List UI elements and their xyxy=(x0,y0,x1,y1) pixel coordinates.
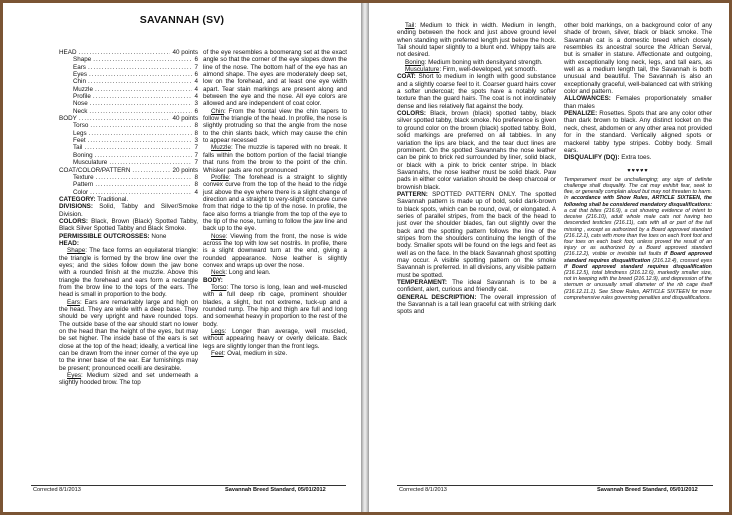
points-value: 20 points xyxy=(172,166,198,174)
points-value: 7 xyxy=(194,63,198,71)
dot-leader xyxy=(79,49,171,56)
points-label: Feet xyxy=(73,137,86,145)
points-row xyxy=(59,64,198,71)
points-label: Legs xyxy=(73,129,87,137)
points-label: Muzzle xyxy=(73,85,93,93)
points-row xyxy=(59,49,198,56)
points-label: Chin xyxy=(73,78,86,86)
chin-paragraph: Chin: From the frontal view the chin tapers to follow the triangle of the head. In profile, the nose is slightly protruding so that the angle from the nose to the chin slants back, which may cause the chin to appear recessed xyxy=(203,107,347,145)
general-description-continued: other bold markings, on a background color of any shade of brown, silver, black or black smoke. The Savannah cat is a domestic breed which closely resembles its ancestral source the African Serval, but is smaller in stature. Affectionate and outgoing, with exceptionally long neck, legs, and tall ears, as well as a medium length tail, the Savannah is both unusual and beautiful. The Savannah is also an exceptionally graceful, well-balanced cat with striking color and pattern. xyxy=(564,22,712,96)
points-row xyxy=(59,108,198,115)
eyes-paragraph: Eyes: Medium sized and set underneath a slightly hooded brow. The top xyxy=(59,372,198,387)
right-column-2 xyxy=(564,22,712,301)
dot-leader xyxy=(88,137,193,144)
points-row xyxy=(59,137,198,144)
points-row xyxy=(59,152,198,159)
dot-leader xyxy=(79,115,171,122)
dot-leader xyxy=(89,71,192,78)
points-label: Neck xyxy=(73,107,88,115)
points-value: 40 points xyxy=(172,115,198,123)
body-heading: BODY: xyxy=(203,276,223,284)
page-title: SAVANNAH (SV) xyxy=(139,14,225,26)
coat-paragraph: COAT: Short to medium in length with good substance and a slightly coarse feel to it. Coarser guard hairs cover a softer undercoat; the spots have a notably softer texture than the guard hairs. The coat is not inordinately dense and lies relatively flat against the body. xyxy=(397,73,556,110)
dot-leader xyxy=(93,93,193,100)
points-value: 7 xyxy=(194,159,198,167)
points-value: 8 xyxy=(194,129,198,137)
points-label: COAT/COLOR/PATTERN xyxy=(59,166,131,174)
points-label: Torso xyxy=(73,122,89,130)
outcrosses-paragraph: PERMISSIBLE OUTCROSSES: None xyxy=(59,232,167,240)
points-label: HEAD xyxy=(59,49,77,56)
dot-leader xyxy=(90,100,193,107)
feet-paragraph: Feet: Oval, medium in size. xyxy=(211,350,288,358)
dot-leader xyxy=(84,144,192,151)
points-row xyxy=(59,56,198,63)
points-value: 4 xyxy=(194,188,198,196)
footer-standard: Savannah Breed Standard, 05/01/2012 xyxy=(597,487,698,493)
allowances-paragraph: ALLOWANCES: Females proportionately smaller than males xyxy=(564,95,712,110)
temperament-paragraph: TEMPERAMENT: The ideal Savannah is to be a confident, alert, curious and friendly cat. xyxy=(397,279,556,294)
points-row xyxy=(59,174,198,181)
points-row xyxy=(59,167,198,174)
dot-leader xyxy=(93,56,192,63)
colors-paragraph: COLORS: Black, Brown (Black) Spotted Tabby, Black Silver Spotted Tabby and Black Smoke. xyxy=(59,217,198,233)
footer-standard: Savannah Breed Standard, 05/01/2012 xyxy=(225,487,326,493)
left-column-1 xyxy=(59,49,198,387)
muzzle-paragraph: Muzzle: The muzzle is tapered with no break. It falls within the bottom portion of the facial triangle that runs from the brow to the point of the chin. Whisker pads are not pronounced xyxy=(203,144,347,174)
dot-leader xyxy=(95,181,192,188)
dot-leader xyxy=(96,174,193,181)
right-column-1 xyxy=(397,22,556,316)
points-value: 8 xyxy=(194,173,198,181)
points-label: Tail xyxy=(73,144,83,152)
general-description-paragraph: GENERAL DESCRIPTION: The overall impression of the Savannah is a tall lean graceful cat with striking dark spots and xyxy=(397,293,556,316)
points-label: Profile xyxy=(73,93,91,101)
profile-paragraph: Profile: The forehead is a straight to slightly convex curve from the top of the head to the ridge just above the eye where there is a slight change of direction and a straight to very-slight concave curve from that ridge to the tip of the nose. In profile, the face also forms a triangle from the top of the eye to the tip of the nose, turning to follow the jaw line and back up to the eye. xyxy=(203,173,347,233)
left-column-2 xyxy=(203,49,347,357)
points-row xyxy=(59,144,198,151)
legs-paragraph: Legs: Longer than average, well muscled, without appearing heavy or overly delicate. Back legs are slightly longer than the front legs. xyxy=(203,328,347,350)
dot-leader xyxy=(90,122,192,129)
points-label: Shape xyxy=(73,56,92,64)
points-value: 3 xyxy=(194,137,198,145)
points-label: Pattern xyxy=(73,181,94,189)
points-label: Nose xyxy=(73,100,88,108)
dot-leader xyxy=(95,152,193,159)
pattern-paragraph: PATTERN: SPOTTED PATTERN ONLY. The spotted Savannah pattern is made up of bold, solid dark-brown to black spots, which can be round, oval, or elongated. A series of parallel stripes, from the back of the head to just over the shoulder blades, fan out slightly over the back and the spotting pattern follows the line of the stripes from the shoulders continuing the length of the body. Smaller spots will be found on the legs and feet as well as on the face. In the black Savannah ghost spotting may occur. A visible spotting pattern on the smoke Savannah is preferred. In all divisions, any visible pattern must be spotted. xyxy=(397,190,556,279)
disqualify-paragraph: DISQUALIFY (DQ): Extra toes. xyxy=(564,154,652,162)
points-value: 3 xyxy=(194,100,198,108)
dot-leader xyxy=(109,159,192,166)
neck-paragraph: Neck: Long and lean. xyxy=(211,269,271,277)
points-value: 40 points xyxy=(172,49,198,56)
ears-paragraph: Ears: Ears are remarkably large and high on the head. They are wide with a deep base. They should be very upright and have rounded tops. The outside base of the ear should start no lower on the head than the height of the eyes, but may be set higher. The inside base of the ears is set close at the top of the head; ideally, a vertical line can be drawn from the inner corner of the eye up to the inner base of the ear. Ear furnishings may be present; pronounced ocelli are desirable. xyxy=(59,298,198,372)
musculature-paragraph: Musculature: Firm, well-developed, yet smooth. xyxy=(405,66,537,74)
eyes-continued: of the eye resembles a boomerang set at the exact angle so that the corner of the eye slopes down the line of the nose. The bottom half of the eye has an almond shape. The eyes are moderately deep set, low on the forehead, and at least one eye width apart. Tear stain markings are present along and between the eye and the nose. All eye colors are allowed and are independent of coat color. xyxy=(203,49,347,108)
points-row xyxy=(59,86,198,93)
book-gutter xyxy=(361,3,369,512)
points-label: Eyes xyxy=(73,71,87,79)
footer-rule xyxy=(397,485,713,486)
points-row xyxy=(59,130,198,137)
points-row xyxy=(59,100,198,107)
points-value: 4 xyxy=(194,78,198,86)
points-value: 8 xyxy=(194,181,198,189)
points-row xyxy=(59,189,198,196)
points-row xyxy=(59,71,198,78)
points-label: Texture xyxy=(73,173,94,181)
points-value: 8 xyxy=(194,122,198,130)
heart-separator-icon: ♥♥♥♥♥ xyxy=(627,167,649,174)
points-label: Color xyxy=(73,188,89,196)
points-value: 6 xyxy=(194,56,198,64)
left-page xyxy=(3,3,361,512)
footer-corrected: Corrected 8/1/2013 xyxy=(33,487,81,493)
points-row xyxy=(59,181,198,188)
points-value: 7 xyxy=(194,151,198,159)
boning-paragraph: Boning: Medium boning with densityand strength. xyxy=(405,58,543,66)
dot-leader xyxy=(89,130,193,137)
points-row xyxy=(59,122,198,129)
head-heading: HEAD: xyxy=(59,239,79,247)
disqualification-notice: Temperament must be unchallenging; any sign of definite challenge shall disqualify. The cat may exhibit fear, seek to flee, or generally complain aloud but may not threaten to harm. In accordance with Show Rules, ARTICLE SIXTEEN, the following shall be considered mandatory disqualifications: a cat that bites (216.9), a cat showing evidence of intent to deceive (216.10), adult whole male cats not having two descended testicles (216.11), cats with all or part of the tail missing , except as authorized by a Board approved standard (216.12.1), cats with more than five toes on each front foot and four toes on each back foot, unless proved the result of an injury or as authorized by a Board approved standard (216.12.2), visible or invisible tail faults if Board approved standard requires disqualification (216.12.4), crossed eyes if Board approved standard requires disqualification (216.12.5), total blindness (216.12.6), markedly smaller size, not in keeping with the breed (216.12.9), and depression of the sternum or unusually small diameter of the rib cage itself (216.12.11.1). See Show Rules, ARTICLE SIXTEEN for more comprehensive rules governing penalties and disqualifications. xyxy=(564,176,713,301)
torso-paragraph: Torso: The torso is long, lean and well-muscled with a full deep rib cage, prominent shoulder blades, a slight, but not extreme, tuck-up and a rounded rump. The hip and thigh are full and long and somewhat heavy in proportion to the rest of the body. xyxy=(203,284,347,328)
points-label: Musculature xyxy=(73,159,108,167)
divisions-paragraph: DIVISIONS: Solid, Tabby and Silver/Smoke Division. xyxy=(59,203,198,218)
nose-paragraph: Nose: Viewing from the front, the nose is wide across the top with low set nostrils. In profile, there is a slight downward turn at the end, giving a rounded appearance. Nose leather is slightly convex and wraps up over the nose. xyxy=(203,232,347,269)
points-label: BODY xyxy=(59,115,77,123)
points-value: 7 xyxy=(194,144,198,152)
tail-paragraph: Tail: Medium to thick in width. Medium in length, ending between the hock and just above ground level when standing with preferred length just below the hock. Tail should taper slightly to a blunt end. Whippy tails are not desired. xyxy=(397,22,556,59)
footer-rule xyxy=(31,485,346,486)
points-label: Boning xyxy=(73,151,93,159)
dot-leader xyxy=(88,64,193,71)
dot-leader xyxy=(90,189,192,196)
dot-leader xyxy=(132,167,170,174)
points-value: 4 xyxy=(194,85,198,93)
footer-corrected: Corrected 8/1/2013 xyxy=(399,487,447,493)
colors-paragraph-right: COLORS: Black, brown (black) spotted tabby, black silver spotted tabby, black smoke. No preference is given to ground color on the brown (black) spotted tabby. Bold, solid markings are preferred on all tabbies. In any variation the lips are black, and the tear duct lines are prominent. On the spotted Savannahs the nose leather can be pink to brick red surrounded by liner, solid black, or black with a pink to brick center stripe. In black Savannahs, the nose leather must be solid black. Paw pads in either color variation should be deep charcoal or brownish black. xyxy=(397,110,556,191)
points-row xyxy=(59,159,198,166)
dot-leader xyxy=(89,108,192,115)
dot-leader xyxy=(95,86,193,93)
points-row xyxy=(59,115,198,122)
points-label: Ears xyxy=(73,63,86,71)
points-table xyxy=(59,49,198,196)
points-row xyxy=(59,78,198,85)
points-value: 6 xyxy=(194,107,198,115)
points-row xyxy=(59,93,198,100)
right-page xyxy=(369,3,729,512)
points-value: 4 xyxy=(194,93,198,101)
penalize-paragraph: PENALIZE: Rosettes. Spots that are any color other than dark brown to black. Any distinct locket on the neck, chest, abdomen or any other area not provided for in the standard. Vertically aligned spots or mackerel tabby type stripes. Cobby body. Small ears. xyxy=(564,110,712,154)
category-paragraph: CATEGORY: Traditional. xyxy=(59,195,129,203)
points-value: 6 xyxy=(194,71,198,79)
shape-paragraph: Shape: The face forms an equilateral triangle: the triangle is formed by the brow line over the eyes; and the sides follow down the jaw bone with a rounded finish at the muzzle. Above this triangle the forehead and ears form a rectangle from the brow line to the tops of the ears. The head is small in proportion to the body. xyxy=(59,247,198,299)
dot-leader xyxy=(88,78,193,85)
